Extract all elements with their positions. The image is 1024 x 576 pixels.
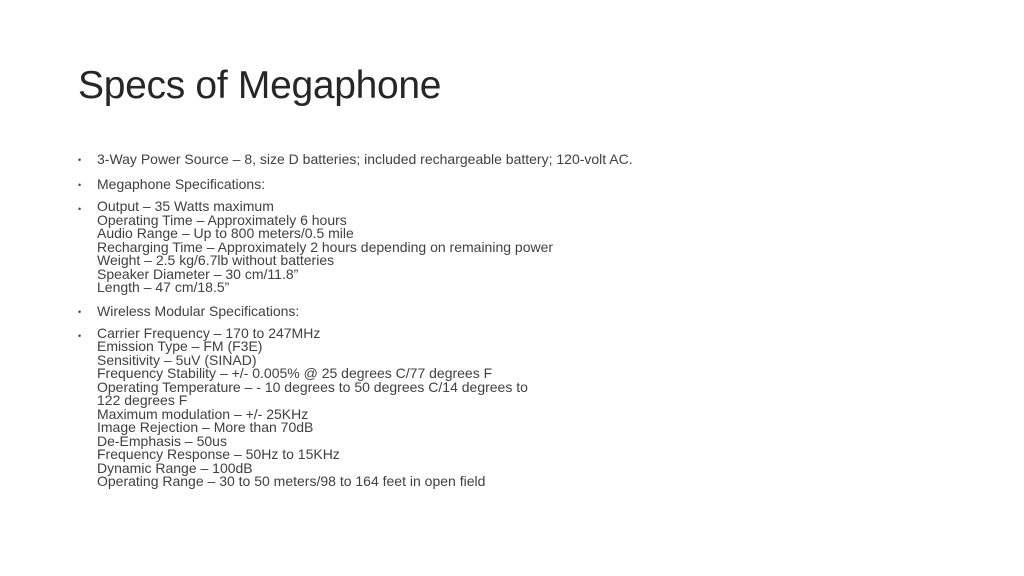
bullet-dot-icon: •	[78, 155, 82, 165]
bullet-item	[78, 302, 978, 320]
bullet-line: Output – 35 Watts maximum	[97, 198, 274, 214]
bullet-line: 3-Way Power Source – 8, size D batteries; included rechargeable battery; 120-volt AC.	[97, 151, 633, 167]
bullet-line: Wireless Modular Specifications:	[97, 302, 300, 319]
bullet-line: Sensitivity – 5uV (SINAD)	[97, 351, 257, 368]
bullet-list	[78, 150, 978, 496]
bullet-line: Megaphone Specifications:	[97, 176, 266, 192]
bullet-line: Operating Temperature – - 10 degrees to 50 degrees C/14 degrees to	[97, 378, 528, 395]
bullet-item	[78, 200, 978, 295]
bullet-item	[78, 324, 978, 489]
bullet-line: Weight – 2.5 kg/6.7lb without batteries	[97, 252, 335, 268]
bullet-line: Maximum modulation – +/- 25KHz	[97, 405, 309, 422]
bullet-dot-icon: •	[78, 180, 82, 190]
bullet-line: Speaker Diameter – 30 cm/11.8”	[97, 265, 299, 282]
bullet-dot-icon: •	[78, 306, 82, 317]
bullet-line: Image Rejection – More than 70dB	[97, 419, 314, 435]
bullet-line: Operating Time – Approximately 6 hours	[97, 211, 347, 228]
bullet-item	[78, 150, 978, 168]
bullet-line: Audio Range – Up to 800 meters/0.5 mile	[97, 225, 354, 241]
bullet-item	[78, 175, 978, 193]
bullet-line: Frequency Response – 50Hz to 15KHz	[97, 446, 340, 462]
bullet-line: De-Emphasis – 50us	[97, 432, 227, 449]
bullet-line: Dynamic Range – 100dB	[97, 459, 253, 476]
bullet-line: Recharging Time – Approximately 2 hours depending on remaining power	[97, 238, 554, 255]
slide-title: Specs of Megaphone	[78, 64, 442, 107]
bullet-line: Frequency Stability – +/- 0.005% @ 25 degrees C/77 degrees F	[97, 365, 493, 381]
bullet-line: Emission Type – FM (F3E)	[97, 338, 263, 354]
bullet-line: Operating Range – 30 to 50 meters/98 to 164 feet in open field	[97, 473, 486, 489]
bullet-dot-icon: •	[78, 204, 82, 214]
bullet-dot-icon: •	[78, 330, 82, 341]
bullet-line: 122 degrees F	[97, 392, 188, 408]
bullet-line: Carrier Frequency – 170 to 247MHz	[97, 324, 321, 341]
bullet-line: Length – 47 cm/18.5”	[97, 279, 230, 295]
